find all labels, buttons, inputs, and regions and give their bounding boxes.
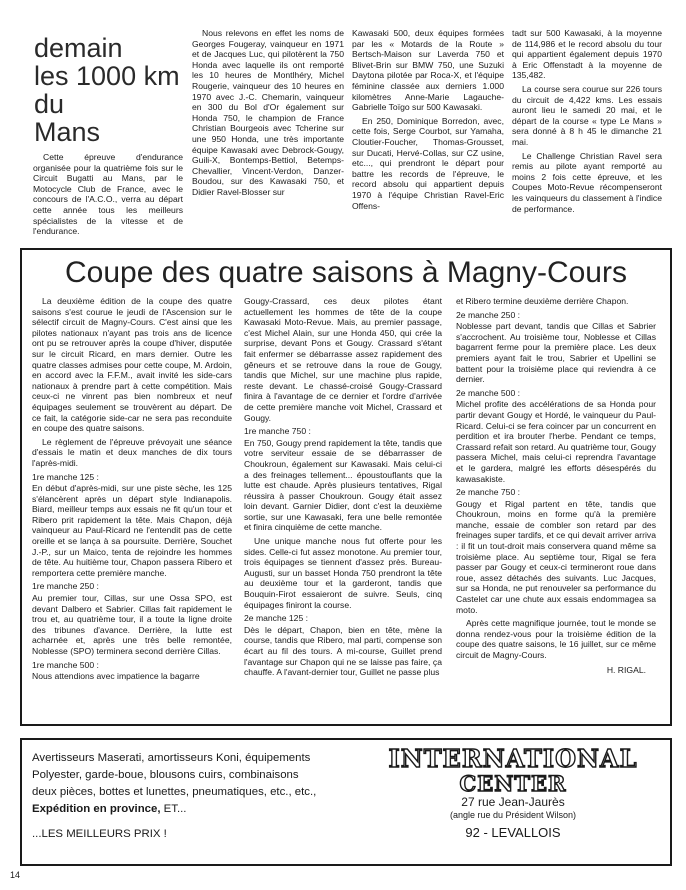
title-line: Mans <box>34 117 101 147</box>
store-city: 92 - LEVALLOIS <box>465 825 561 840</box>
article-column-2 <box>244 296 442 681</box>
title-line: demain <box>34 33 123 63</box>
page-number: 14 <box>10 870 21 880</box>
article-column-3 <box>456 296 656 675</box>
ad-line: Avertisseurs Maserati, amortisseurs Koni, équipements <box>32 752 311 764</box>
column-paragraph: tadt sur 500 Kawasaki, à la moyenne de 114,986 et le record absolu du tour qui appartient également depuis 1970 à Eric Offenstadt à la moyenne de 135,482. <box>512 28 662 81</box>
top-article-title <box>34 34 184 146</box>
article-paragraph: Gougy et Rigal partent en tête, tandis que Choukroun, moins en forme qu'à la première manche, essaie de combler son retard par des freinages super tardifs, et ce qui devait arriver arriva : il fit un tout-droit mais conservera quand même sa troisième place. Au septième tour, Rigal se fera passer par Gougy et ceux-ci termineront roue dans roue, assez détachés des suivants. Luc Jacques, sur sa Honda, ne put renouveler sa performance du Castelet car une chute aux essais endommagea sa moto. <box>456 498 656 615</box>
column-paragraph: La course sera courue sur 226 tours du circuit de 4,422 kms. Les essais auront lieu le samedi 20 mai, et le départ de la course « type Le Mans » sera donné à 8 h 45 le dimanche 21 mai. <box>512 83 662 147</box>
column-paragraph: Le Challenge Christian Ravel sera remis au pilote ayant remporté au moins 2 fois cette épreuve, et les Coupes Moto-Revue récompenseront les vainqueurs du classement à l'indice de performance. <box>512 150 662 214</box>
store-logo-line-2: CENTER <box>459 771 567 796</box>
race-heading: 2e manche 125 : <box>244 613 309 624</box>
ad-line <box>32 801 362 818</box>
article-paragraph: Après cette magnifique journée, tout le monde se donna rendez-vous pour la troisième édition de la coupe des quatre saisons, le 16 juillet, sur ce même circuit de Magny-Cours. <box>456 618 656 660</box>
article-paragraph: et Ribero termine deuxième derrière Chapon. <box>456 296 629 306</box>
store-block <box>367 746 659 841</box>
article-column-1 <box>32 296 232 685</box>
article-box <box>20 248 672 726</box>
title-line: du <box>34 89 65 119</box>
article-paragraph: En début d'après-midi, sur une piste sèche, les 125 s'élancèrent après un départ style Indianapolis. Biard, meilleur temps aux essais ne fit qu'un tour et Ribero prit rapidement la tête. Mais Chapon, déjà vainqueur au Paul-Ricard ne l'entendit pas de cette oreille et se lança à sa poursuite. Derrière, Souchet J.-P., sur un Maico, tenta de rejoindre les hommes de tête. Au huitième tour, Chapon passera Ribero et remportera cette première manche. <box>32 483 232 578</box>
column-paragraph: Kawasaki 500, deux équipes formées par les « Motards de la Route » Bertsch-Maison sur Laverda 750 et Blivet-Brin sur BMW 750, une Suzuki Daytona pilotée par Roca-X, et l'équipe féminine classée aux derniers 1.000 kilomètres Anne-Marie Lagauche-Gabrielle Toïgo sur 500 Kawasaki. <box>352 28 504 113</box>
ad-line: deux pièces, bottes et lunettes, pneumatiques, etc., etc., <box>32 786 317 798</box>
ad-line: ...LES MEILLEURS PRIX ! <box>32 828 167 840</box>
race-heading: 2e manche 500 : <box>456 387 521 398</box>
article-paragraph: Une unique manche nous fut offerte pour les sides. Celle-ci fut assez monotone. Au premier tour, trois équipages se tiennent d'assez près. Bureau-Augusti, sur un basset Honda 750 prendront la tête au deuxième tour et la garderont, tandis que Bouquin-Firot essaieront de suivre. Seuls, cinq équipages finiront la course. <box>244 536 442 610</box>
ad-bold-text: Expédition en province, <box>32 803 161 815</box>
article-paragraph: Dès le départ, Chapon, bien en tête, mène la course, tandis que Ribero, mal parti, compense son écart au fil des tours. A mi-course, Guillet prend l'avantage sur Chapon qui ne se laisse pas faire, ça chauffe. A l'avant-dernier tour, Guillet ne passe plus <box>244 624 442 678</box>
store-address: 27 rue Jean-Jaurès <box>461 795 565 809</box>
top-column-2 <box>192 28 344 201</box>
ad-line: Polyester, garde-boue, blousons cuirs, combinaisons <box>32 769 299 781</box>
article-paragraph: En 750, Gougy prend rapidement la tête, tandis que votre serviteur essaie de se débarrasser de Choukroun, également sur Kawasaki. Mais celui-ci a des freinages tellement... époustouflants que la lutte est chaude. Après plusieurs tentatives, Rigal réussira à passer Choukroun. Gougy était assez loin devant. Garnier Didier, dont c'est la deuxième sortie, sur une Kawasaki, fera une belle remontée et finira cinquième de cette manche. <box>244 437 442 533</box>
store-address-note: (angle rue du Président Wilson) <box>449 810 577 820</box>
top-column-4 <box>512 28 662 217</box>
ad-text <box>32 750 362 843</box>
article-paragraph: Au premier tour, Cillas, sur une Ossa SPO, est devant Dalbero et Sabrier. Cillas fait rapidement le trou et, au quatrième tour, il a toute la ligne droite des tribunes d'avance. Derrière, la lutte est acharnée et, après une très belle remontée, Noblesse (SPO) terminera second derrière Cillas. <box>32 593 232 656</box>
article-paragraph: Gougy-Crassard, ces deux pilotes étant actuellement les hommes de tête de la coupe Kawasaki Moto-Revue. Mais, au premier passage, c'est Michel Alain, sur une Honda 450, qui crée la surprise, devant Pons et Gougy. Crassard s'étant fait enfermer se débarrasse assez rapidement des gêneurs et se retrouve dans la roue de Gougy, tandis que Michel, sur une machine plus rapide, reste devant. Le chassé-croisé Gougy-Crassard finira à l'avantage de ce dernier et l'ordre d'arrivée de cette première manche voit Michel, Crassard et Gougy. <box>244 296 442 423</box>
race-heading: 1re manche 500 : <box>32 659 99 670</box>
article-paragraph: Nous attendions avec impatience la bagarre <box>32 671 200 682</box>
column-paragraph: Nous relevons en effet les noms de Georges Fougeray, vainqueur en 1971 et de Jacques Luc, qui pilotèrent la 750 Honda avec laquelle ils ont remporté les 10 heures de Montlhéry, Michel Rougerie, vainqueur des 10 heures en 1970 avec J.-C. Chemarin, vainqueur en 300 du Bol d'Or également sur Honda 750, le champion de France Christian Bourgeois avec Tcherine sur une 950 Honda, une très importante équipe Kawasaki avec Debrock-Gougy, Guili-X, Bontemps-Bettiol, Betemps-Chevallier, Vincent-Verdon, Danzer-Boudou, sur des Kawasaki 750, et Didier Ravel-Blosser sur <box>192 28 344 197</box>
article-paragraph: La deuxième édition de la coupe des quatre saisons s'est courue le jeudi de l'Ascension sur le sélectif circuit de Magny-Cours. C'est ainsi que les pilotes nationaux n'ayant pas trois ans de licence ont pu se retrouver après la coupe d'hiver, disputée sur le circuit Ricard, en mars dernier. Outre les quatre classes admises pour cette coupe, M. Ardoin, en accord avec la F.F.M., avait invité les side-cars nationaux à prendre part à cette compétition. Mais ceux-ci ne vinrent pas bien nombreux et neuf équipages seulement se trouvèrent au départ. De ce fait, la catégorie side-car ne sera pas reconduite en coupe des quatre saisons. <box>32 296 232 434</box>
race-heading: 2e manche 750 : <box>456 487 521 498</box>
race-heading: 1re manche 125 : <box>32 471 99 482</box>
article-title: Coupe des quatre saisons à Magny-Cours <box>65 256 627 289</box>
title-line: les 1000 km <box>34 61 180 91</box>
race-heading: 1re manche 250 : <box>32 581 99 592</box>
author-signature: H. RIGAL. <box>606 664 646 675</box>
column-paragraph: En 250, Dominique Borredon, avec, cette fois, Serge Courbot, sur Yamaha, Cloutier-Foucher, Thomas-Grousset, sur Ducati, Hervé-Collas, sur CZ usine, etc..., qui prendront le départ pour battre les records de l'épreuve, le record absolu qui appartient depuis 1970 à l'équipe Christian Ravel-Eric Offens- <box>352 115 504 211</box>
article-paragraph: Noblesse part devant, tandis que Cillas et Sabrier s'accrochent. Au troisième tour, Noblesse et Cillas bagarrent ferme pour la première place. Les deux premiers ayant fait le trou, Sabrier et Upellini se battent pour la troisième place qui reviendra à ce dernier. <box>456 321 656 385</box>
top-intro <box>33 152 183 240</box>
article-paragraph: Michel profite des accélérations de sa Honda pour partir devant Gougy et Hordé, le vainqueur du Paul-Ricard. Celui-ci se fera coincer par un concurrent en perdition et ira brouter l'herbe. Pendant ce temps, Crassard refait son retard. Au quatrième tour, Gougy passera Michel, mais celui-ci reprendra l'avantage et le gardera, malgré les efforts désespérés du kawasakiste. <box>456 399 656 484</box>
ad-line-rest: ET... <box>160 803 187 815</box>
article-paragraph: Le règlement de l'épreuve prévoyait une séance d'essais le matin et deux manches de dix tours l'après-midi. <box>32 436 232 468</box>
advertisement-box <box>20 738 672 866</box>
race-heading: 2e manche 250 : <box>456 309 521 320</box>
race-heading: 1re manche 750 : <box>244 426 311 437</box>
store-logo-line-1: INTERNATIONAL <box>388 744 638 773</box>
intro-paragraph: Cette épreuve d'endurance organisée pour la quatrième fois sur le Circuit Bugatti au Mans, par le Motocycle Club de France, avec le concours de l'A.C.O., verra au départ cette année tous les meilleurs spécialistes de la vitesse et de l'endurance. <box>33 152 183 237</box>
top-column-3 <box>352 28 504 214</box>
